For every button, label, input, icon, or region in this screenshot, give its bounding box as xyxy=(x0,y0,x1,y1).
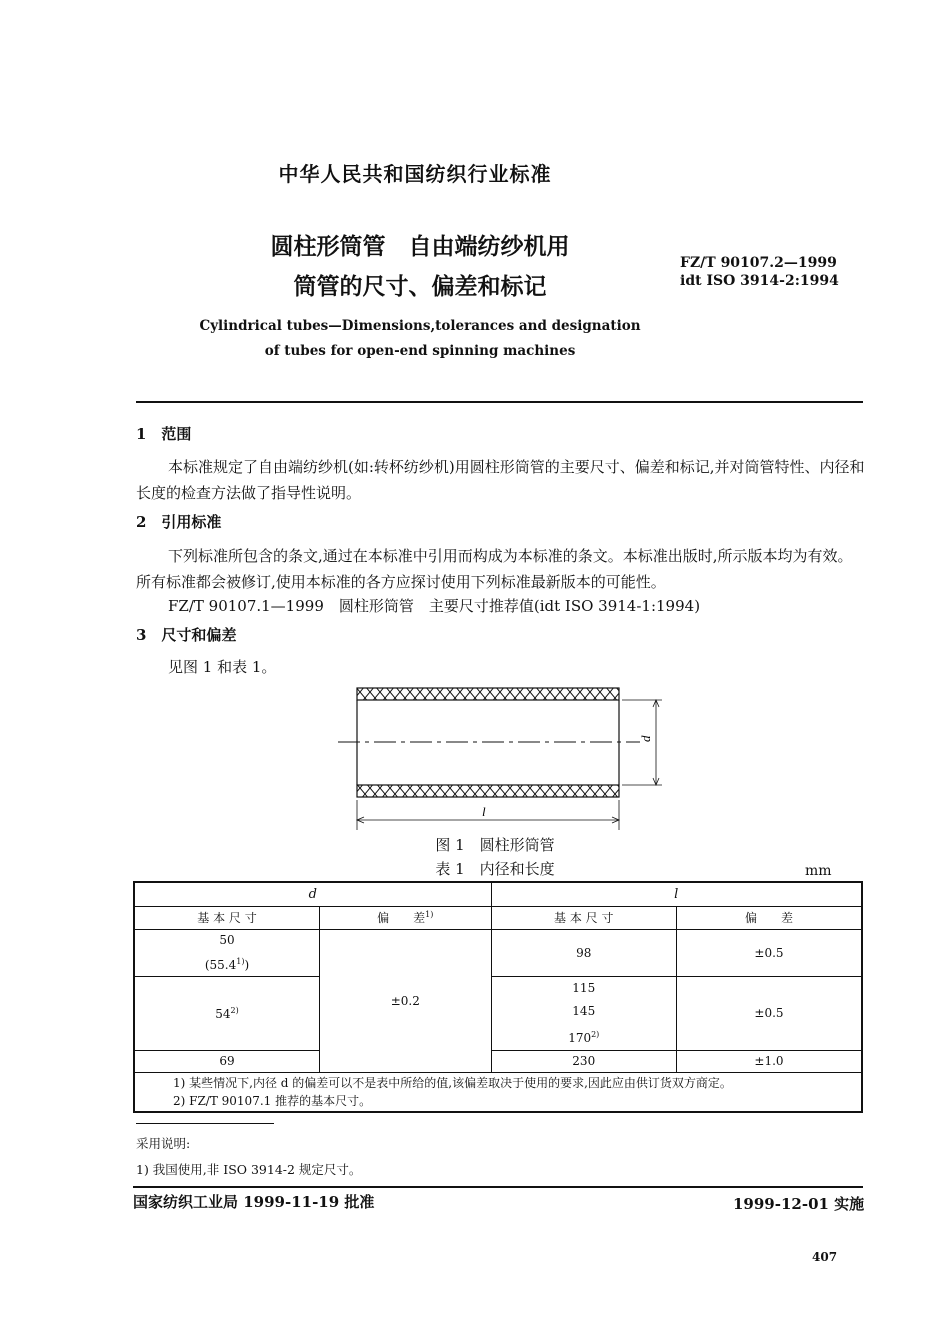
table-note-2: 2) FZ/T 90107.1 推荐的基本尺寸。 xyxy=(173,1093,372,1108)
series-title: 中华人民共和国纺织行业标准 xyxy=(278,162,552,186)
table-caption: 表 1 内径和长度 xyxy=(435,860,555,878)
section-1-title: 1 范围 xyxy=(136,425,192,443)
cell-l-tolerance: ±0.5 xyxy=(676,929,862,976)
header-d-tolerance: 偏 差$^{1)}$ xyxy=(320,906,492,929)
footnote-divider xyxy=(136,1123,274,1124)
table-note-1: 1) 某些情况下,内径 d 的偏差可以不是表中所给的值,该偏差取决于使用的要求,因此应由供订货双方商定。 xyxy=(173,1075,732,1090)
section-2-title: 2 引用标准 xyxy=(136,513,222,531)
page-number: 407 xyxy=(812,1250,838,1264)
section-2-text: 下列标准所包含的条文,通过在本标准中引用而构成为本标准的条文。本标准出版时,所示版本均为有效。所有标准都会被修订,使用本标准的各方应探讨使用下列标准最新版本的可能性。 xyxy=(136,547,853,591)
label-l: l xyxy=(482,804,486,819)
table-row xyxy=(134,1050,862,1072)
header-group-l: l xyxy=(491,882,862,906)
cell-d-size: 50 (55.4$^{1)}$) xyxy=(134,929,320,976)
header-divider xyxy=(136,401,863,403)
cell-d-size: 54$^{2)}$ xyxy=(134,976,320,1050)
footer-divider xyxy=(133,1186,863,1188)
title-cn-line2: 筒管的尺寸、偏差和标记 xyxy=(293,273,547,300)
header-d-basic-size: 基 本 尺 寸 xyxy=(134,906,320,929)
cell-d-size: 69 xyxy=(134,1050,320,1072)
effective-date: 1999-12-01 实施 xyxy=(733,1195,865,1213)
adoption-note: 1) 我国使用,非 ISO 3914-2 规定尺寸。 xyxy=(136,1162,362,1177)
section-1-text: 本标准规定了自由端纺纱机(如:转杯纺纱机)用圆柱形筒管的主要尺寸、偏差和标记,并对筒管特性、内径和长度的检查方法做了指导性说明。 xyxy=(136,458,865,502)
table-row xyxy=(134,976,862,1050)
cell-l-size: 115 145 170$^{2)}$ xyxy=(491,976,676,1050)
title-cn-line1: 圆柱形筒管 自由端纺纱机用 xyxy=(270,233,570,260)
cell-l-size: 230 xyxy=(491,1050,676,1072)
standard-number: FZ/T 90107.2—1999 xyxy=(680,255,837,271)
table-notes xyxy=(134,1072,862,1112)
figure-cylindrical-tube xyxy=(330,680,670,830)
cell-l-tolerance: ±0.5 xyxy=(676,976,862,1050)
section-3-text: 见图 1 和表 1。 xyxy=(168,658,277,676)
title-en-line2: of tubes for open-end spinning machines xyxy=(264,343,576,359)
header-group-d: d xyxy=(134,882,491,906)
idt-reference: idt ISO 3914-2:1994 xyxy=(680,273,839,289)
table-row xyxy=(134,929,862,976)
header-l-tolerance: 偏 差 xyxy=(676,906,862,929)
cell-l-tolerance: ±1.0 xyxy=(676,1050,862,1072)
adoption-title: 采用说明: xyxy=(136,1136,191,1151)
table-inner-diameter-length xyxy=(133,881,863,1113)
title-en-line1: Cylindrical tubes—Dimensions,tolerances and designation xyxy=(199,318,641,334)
header-l-basic-size: 基 本 尺 寸 xyxy=(491,906,676,929)
tube-wall-top xyxy=(357,688,619,700)
cell-d-tolerance: ±0.2 xyxy=(320,929,492,1072)
approval-info: 国家纺织工业局 1999-11-19 批准 xyxy=(133,1193,375,1211)
label-d: d xyxy=(638,735,653,742)
section-3-title: 3 尺寸和偏差 xyxy=(136,626,237,644)
figure-caption: 图 1 圆柱形筒管 xyxy=(435,836,555,854)
section-2-reference: FZ/T 90107.1—1999 圆柱形筒管 主要尺寸推荐值(idt ISO 3914-1:1994) xyxy=(168,597,701,615)
tube-wall-bottom xyxy=(357,785,619,797)
cell-l-size: 98 xyxy=(491,929,676,976)
table-unit: mm xyxy=(805,863,832,879)
